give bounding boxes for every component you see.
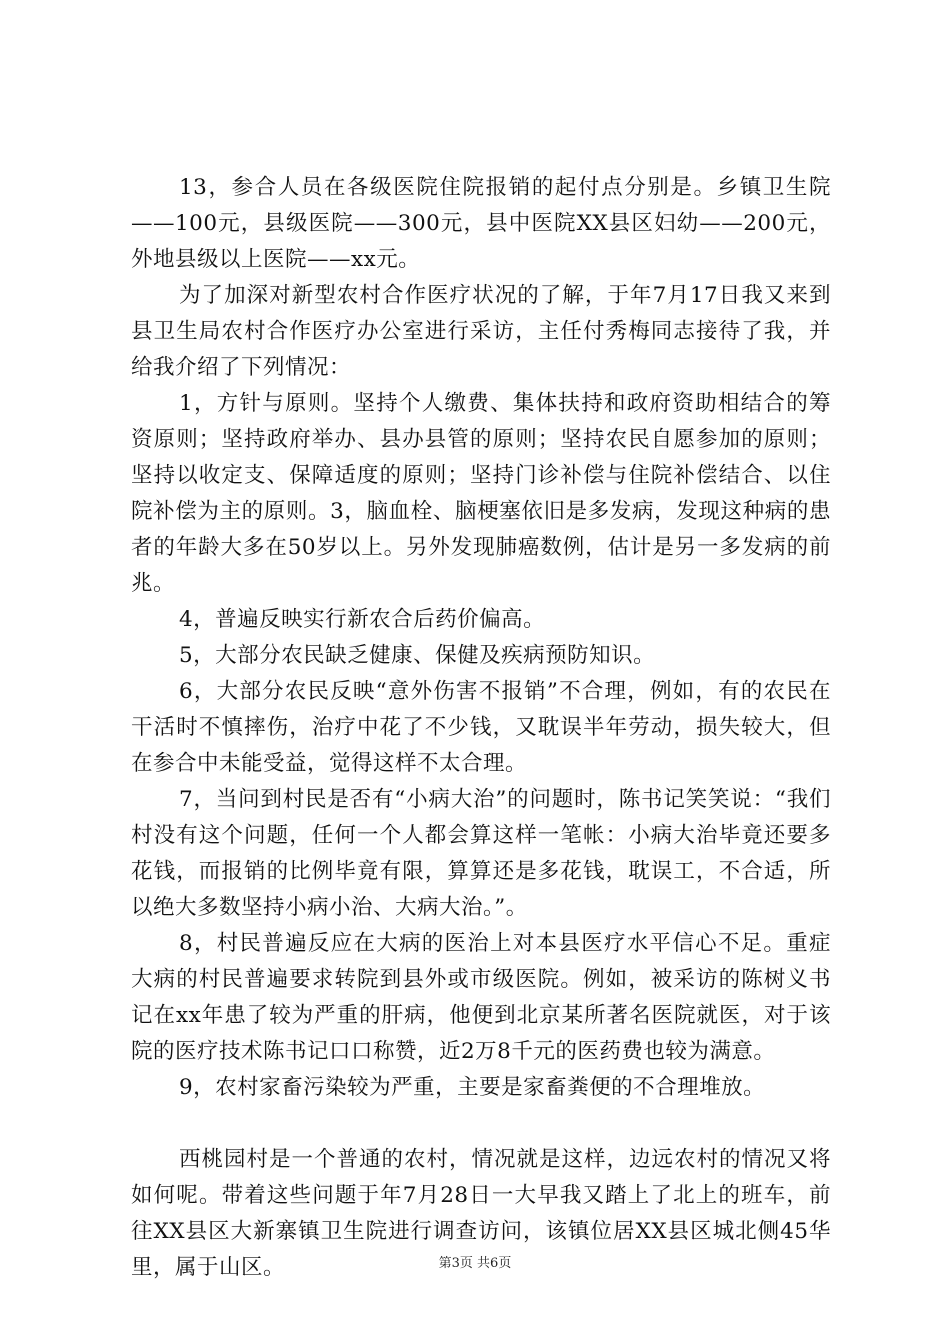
paragraph-item-1-principles: 1，方针与原则。坚持个人缴费、集体扶持和政府资助相结合的筹资原则；坚持政府举办、县办县管的原则；坚持农民自愿参加的原则；坚持以收定支、保障适度的原则；坚持门诊补偿与住院补偿结合、以住院补偿为主的原则。3，脑血栓、脑梗塞依旧是多发病，发现这种病的患者的年龄大多在50岁以上。另外发现肺癌数例，估计是另一多发病的前兆。 [131,391,831,596]
document-body [131,170,831,1286]
paragraph-item-8: 8，村民普遍反应在大病的医治上对本县医疗水平信心不足。重症大病的村民普遍要求转院到县外或市级医院。例如，被采访的陈树义书记在xx年患了较为严重的肝病，他便到北京某所著名医院就医，对于该院的医疗技术陈书记口口称赞，近2万8千元的医药费也较为满意。 [131,931,831,1064]
paragraph-xitaoyuan-village: 西桃园村是一个普通的农村，情况就是这样，边远农村的情况又将如何呢。带着这些问题于年7月28日一大早我又踏上了北上的班车，前往XX县区大新寨镇卫生院进行调查访问，该镇位居XX县区城北侧45华里，属于山区。 [131,1147,831,1280]
page-number-footer: 第3页 共6页 [438,1256,512,1271]
paragraph-interview-intro: 为了加深对新型农村合作医疗状况的了解，于年7月17日我又来到县卫生局农村合作医疗办公室进行采访，主任付秀梅同志接待了我，并给我介绍了下列情况： [131,283,831,380]
paragraph-spacer [131,1106,831,1142]
paragraph-item-9: 9，农村家畜污染较为严重，主要是家畜粪便的不合理堆放。 [179,1075,766,1100]
paragraph-item-13: 13，参合人员在各级医院住院报销的起付点分别是。乡镇卫生院——100元，县级医院——300元，县中医院XX县区妇幼——200元，外地县级以上医院——xx元。 [131,175,831,272]
paragraph-item-4: 4，普遍反映实行新农合后药价偏高。 [179,607,546,632]
paragraph-item-6: 6，大部分农民反映“意外伤害不报销”不合理，例如，有的农民在干活时不慎摔伤，治疗中花了不少钱，又耽误半年劳动，损失较大，但在参合中未能受益，觉得这样不太合理。 [131,679,831,776]
paragraph-item-7: 7，当问到村民是否有“小病大治”的问题时，陈书记笑笑说：“我们村没有这个问题，任何一个人都会算这样一笔帐：小病大治毕竟还要多花钱，而报销的比例毕竟有限，算算还是多花钱，耽误工，不合适，所以绝大多数坚持小病小治、大病大治。”。 [131,787,831,920]
paragraph-item-5: 5，大部分农民缺乏健康、保健及疾病预防知识。 [179,643,656,668]
